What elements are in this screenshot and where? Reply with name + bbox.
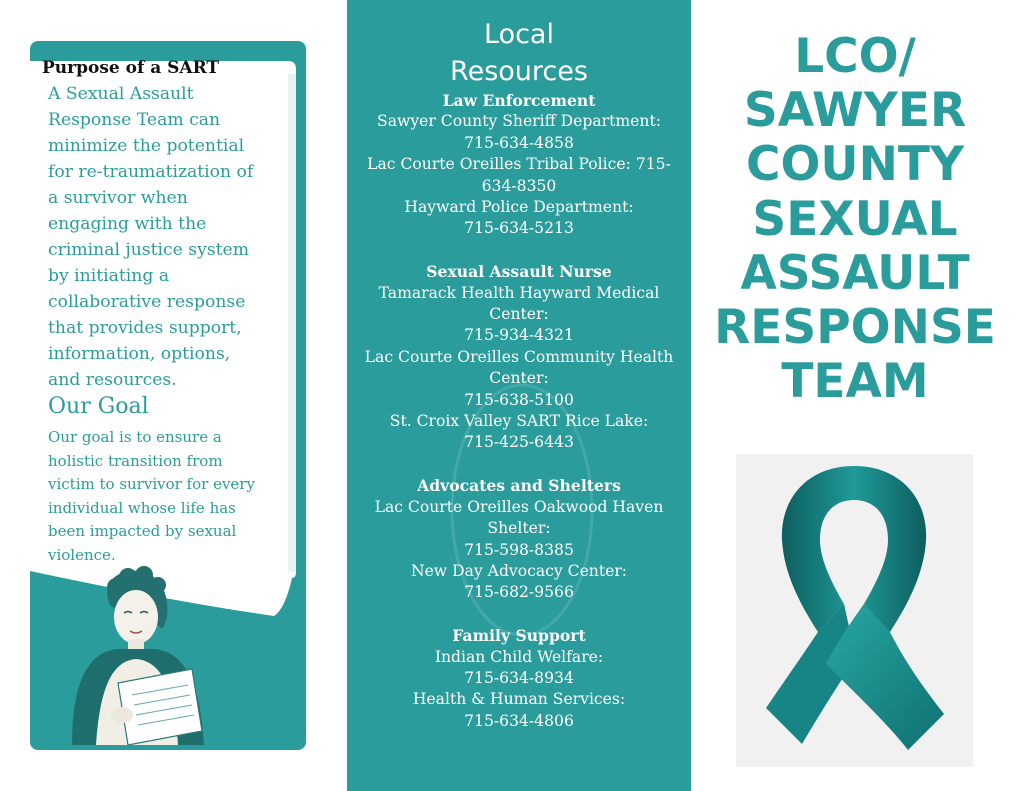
resource-section-heading: Sexual Assault Nurse xyxy=(426,262,612,282)
section-gap xyxy=(347,604,691,625)
resource-line: Shelter: xyxy=(487,519,551,538)
purpose-line: information, options, xyxy=(48,344,231,364)
headline-line: RESPONSE xyxy=(714,300,996,356)
purpose-text xyxy=(48,81,298,393)
resource-line: Center: xyxy=(489,369,549,388)
resource-line: New Day Advocacy Center: xyxy=(410,561,628,580)
purpose-line: A Sexual Assault xyxy=(48,84,194,104)
resource-line: Lac Courte Oreilles Oakwood Haven xyxy=(374,497,664,516)
goal-line: Our goal is to ensure a xyxy=(48,428,222,446)
purpose-line: Response Team can xyxy=(48,110,221,130)
purpose-line: for re-traumatization of xyxy=(48,162,254,182)
resource-line: 715-638-5100 xyxy=(464,390,574,409)
purpose-line: criminal justice system xyxy=(48,240,250,260)
goal-title: Our Goal xyxy=(48,394,149,419)
goal-line: been impacted by sexual xyxy=(48,522,237,540)
headline-line: SEXUAL xyxy=(752,191,958,247)
ribbon-image xyxy=(736,454,973,767)
resource-line: 715-425-6443 xyxy=(464,433,574,452)
resources-title xyxy=(347,16,691,90)
resources-title-line1: Local xyxy=(484,19,554,50)
headline-line: SAWYER xyxy=(743,83,967,139)
resource-line: 715-634-8934 xyxy=(464,668,574,687)
purpose-line: minimize the potential xyxy=(48,136,245,156)
resource-line: Sawyer County Sheriff Department: xyxy=(377,112,661,131)
resource-line: 715-634-4858 xyxy=(464,133,574,152)
goal-line: holistic transition from xyxy=(48,451,223,470)
headline-line: COUNTY xyxy=(745,137,965,193)
sart-headline xyxy=(712,30,998,409)
purpose-line: by initiating a xyxy=(48,266,170,286)
woman-holding-papers-icon xyxy=(58,565,208,745)
resource-line: 715-934-4321 xyxy=(464,326,574,345)
resource-line: 715-682-9566 xyxy=(464,583,574,602)
local-resources-panel xyxy=(347,0,691,791)
resource-line: St. Croix Valley SART Rice Lake: xyxy=(389,412,649,431)
purpose-line: that provides support, xyxy=(48,318,242,338)
resource-line: Center: xyxy=(489,305,549,324)
section-gap xyxy=(347,240,691,261)
resource-line: Lac Courte Oreilles Community Health xyxy=(364,347,674,366)
resource-line: Lac Courte Oreilles Tribal Police: 715- xyxy=(367,155,671,174)
resource-line: Health & Human Services: xyxy=(412,690,626,709)
goal-line: individual whose life has xyxy=(48,498,236,517)
purpose-panel xyxy=(30,41,306,750)
resource-line: Tamarack Health Hayward Medical xyxy=(378,283,660,302)
purpose-line: and resources. xyxy=(48,370,177,390)
headline-line: TEAM xyxy=(781,354,929,410)
purpose-line: collaborative response xyxy=(48,292,246,312)
resources-title-line2: Resources xyxy=(450,56,588,87)
resource-section-heading: Law Enforcement xyxy=(442,91,596,110)
goal-line: violence. xyxy=(48,545,116,564)
resource-line: 634-8350 xyxy=(481,176,557,195)
purpose-line: engaging with the xyxy=(48,214,207,234)
resource-section-heading: Family Support xyxy=(452,626,586,646)
headline-line: LCO/ xyxy=(794,29,916,84)
section-gap xyxy=(347,454,691,475)
awareness-ribbon-icon xyxy=(736,454,973,767)
resource-line: 715-634-4806 xyxy=(464,711,574,730)
resource-line: 715-598-8385 xyxy=(464,540,574,559)
purpose-line: a survivor when xyxy=(48,188,188,208)
resource-section-heading: Advocates and Shelters xyxy=(417,476,621,496)
goal-line: victim to survivor for every xyxy=(48,475,255,493)
resource-line: Indian Child Welfare: xyxy=(434,647,604,666)
purpose-title: Purpose of a SART xyxy=(42,58,220,78)
resource-line: Hayward Police Department: xyxy=(404,198,634,217)
resources-list xyxy=(347,90,691,732)
headline-line: ASSAULT xyxy=(740,245,970,301)
goal-text xyxy=(48,426,298,567)
resource-line: 715-634-5213 xyxy=(464,219,574,238)
